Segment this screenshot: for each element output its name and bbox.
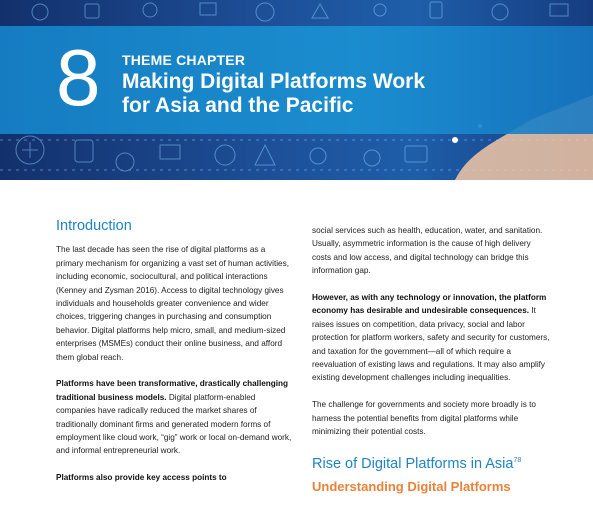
bold-lead: Platforms have been transformative, drastically challenging traditional business models.: [56, 379, 289, 402]
paragraph: [56, 471, 294, 484]
chapter-title-line-1: Making Digital Platforms Work: [122, 70, 425, 93]
endnote-marker: 78: [513, 457, 522, 465]
paragraph: [312, 291, 550, 385]
chapter-banner: [0, 0, 593, 180]
bold-lead: However, as with any technology or innovation, the platform economy has desirable and undesirable consequences.: [312, 293, 547, 316]
paragraph: The challenge for governments and society more broadly is to harness the potential benefits from digital platforms while minimizing their potential costs.: [312, 400, 536, 437]
chapter-title: [122, 70, 425, 118]
right-column: [312, 224, 550, 493]
paragraph: social services such as health, education, water, and sanitation. Usually, asymmetric information is the cause of high delivery costs and low access, and digital technology can bridge this information gap.: [312, 226, 543, 276]
paragraph-text: It raises issues on competition, data privacy, social and labor protection for platform workers, safety and security for customers, and taxation for the government—all of which require a reevaluation of existing laws and regulations. It may also amplify existing development challenges including inequalities.: [312, 306, 550, 383]
paragraph: [56, 377, 294, 457]
paragraph-text: Digital platform-enabled companies have radically reduced the market shares of traditionally dominant firms and generated modern forms of employment like cloud work, “gig” work or local on-demand work, and informal entrepreneurial work.: [56, 392, 292, 456]
left-column: [56, 220, 294, 498]
section-heading: [312, 454, 550, 471]
subsection-heading: Understanding Digital Platforms: [312, 478, 511, 494]
chapter-title-line-2: for Asia and the Pacific: [122, 94, 354, 117]
chapter-number: 8: [56, 33, 101, 122]
introduction-heading: Introduction: [56, 218, 132, 234]
paragraph: The last decade has seen the rise of digital platforms as a primary mechanism for organizing a vast set of human activities, including economic, sociocultural, and political interactions (Kenney and Zysman 2016). Access to digital technology gives individuals and households greater convenience and wider choices, triggering changes in purchasing and consumption behavior. Digital platforms help micro, small, and medium-sized enterprises (MSMEs) conduct their online business, and afford them global reach.: [56, 245, 289, 362]
bold-lead: Platforms also provide key access points to: [56, 473, 227, 483]
theme-label: THEME CHAPTER: [122, 52, 246, 68]
section-heading-text: Rise of Digital Platforms in Asia: [312, 456, 514, 473]
